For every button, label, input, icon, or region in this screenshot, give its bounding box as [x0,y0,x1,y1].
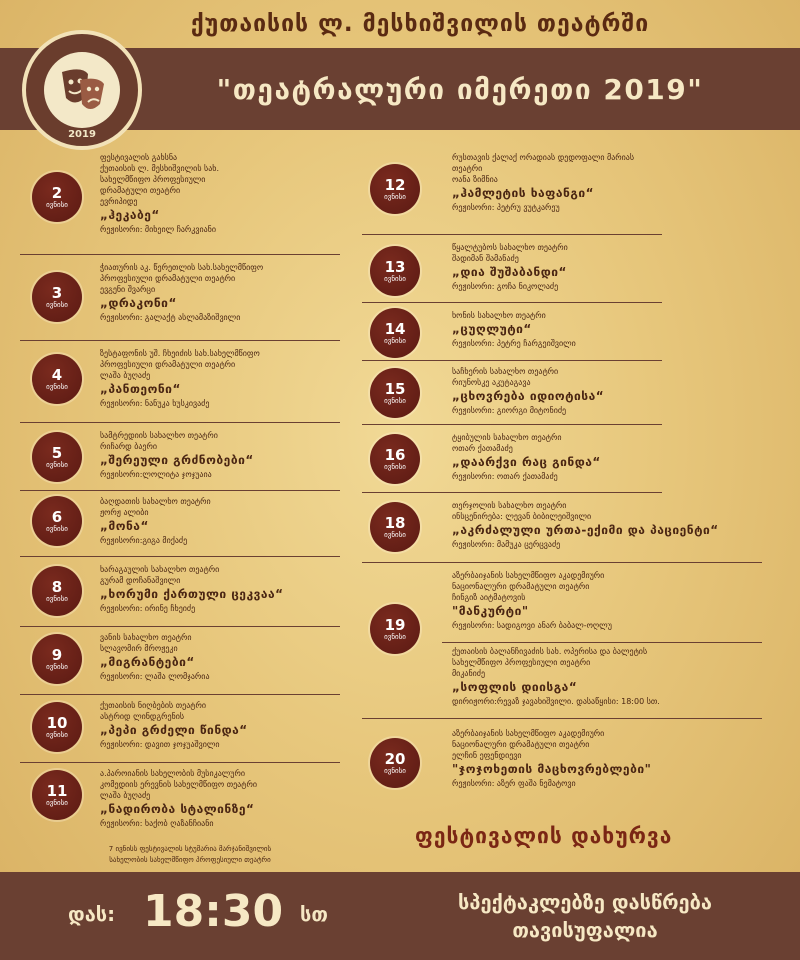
divider [20,422,340,423]
play-director: რეჟისორი: დავით ჯოჯუაშვილი [100,740,220,749]
free-entry-line: თავისუფალია [512,918,658,942]
event-author: ელჩინ ეფენდიევი [452,751,522,760]
date-day: 19 [384,615,406,634]
divider [362,360,662,361]
event-theatre: ქუთაისის ბალანჩივაძის სახ. ოპერისა და ბალეტის [452,647,648,656]
event-details [452,152,634,213]
date-day: 2 [51,183,63,202]
event-details [100,430,254,480]
play-title: "ჯოჯოხეთის მაცხოვრებლები" [452,762,652,776]
event-theatre: ა.პაროიანის სახელობის მუსიკალური [100,769,245,778]
play-director: რეჟისორი: გალაქტ ასლამაზიშვილი [100,313,241,322]
event-theatre: ბაღდათის სახალხო თეატრი [100,497,211,506]
date-day: 20 [384,749,406,768]
play-title: „დია შუშაბანდი“ [452,265,567,279]
event-theatre: თერჯოლის სახალხო თეატრი [452,501,567,510]
date-month: ივნისი [46,460,68,469]
date-day: 15 [384,379,406,398]
event-author: ევრიპიდე [100,197,138,206]
date-badge [32,432,82,482]
event-theatre: ქუთაისის ლ. მესხიშვილის სახ. [100,164,220,173]
event-details [100,262,263,323]
date-day: 12 [384,175,406,194]
event-author: ოთარ ქათამაძე [452,444,513,453]
event-theatre: თეატრი [452,164,483,173]
free-entry-note [420,888,750,944]
play-title: „ცუღლუტი“ [452,322,532,336]
event-author: ასტრიდ ლინდგრენის [100,712,185,721]
event-author: ოანა ზიმნია [452,175,498,184]
free-entry-line: სპექტაკლებზე დასწრება [458,890,712,914]
event-theatre: საჩხერის სახალხო თეატრი [452,367,559,376]
play-title: „მიგრანტები“ [100,655,195,669]
date-badge [32,702,82,752]
date-badge [370,434,420,484]
event-details [100,564,284,614]
event-author: ინსცენირება: ლევან ბიბილეიშვილი [452,512,592,521]
event-theatre: პროფესიული დრამატული თეატრი [100,360,236,369]
play-title: „დრაკონი“ [100,296,177,310]
theatre-masks-icon [44,52,120,128]
play-director: რეჟისორი:ლოლიტა ჯოჯუაია [100,470,212,479]
divider [20,556,340,557]
play-director: რეჟისორი: ხაქობ ღაზანჩიანი [100,819,214,828]
play-director: რეჟისორი: მამუკა ცერცვაძე [452,540,561,549]
event-details [100,768,257,829]
date-day: 13 [384,257,406,276]
divider [20,626,340,627]
event-details [100,152,219,235]
divider [442,642,762,643]
theatre-heading: ქუთაისის ლ. მესხიშვილის თეატრში [190,11,650,37]
event-theatre: სამტრედიის სახალხო თეატრი [100,431,218,440]
divider [20,490,340,491]
date-month: ივნისი [46,798,68,807]
date-day: 8 [51,577,63,596]
play-title: „აკრძალული ურთა-ექიმი და პაციენტი“ [452,523,719,537]
event-details [452,366,604,416]
event-author: ლაშა ბუღაძე [100,371,151,380]
divider [362,234,662,235]
event-theatre: ხარაგაულის სახალხო თეატრი [100,565,220,574]
event-author: ჩინგიზ აიტმატოვის [452,593,526,602]
guest-note [40,844,340,866]
date-day: 5 [51,443,63,462]
date-month: ივნისი [384,336,406,345]
festival-title: "თეატრალური იმერეთი 2019" [216,72,704,106]
date-badge [370,502,420,552]
guest-note-line: 7 ივნისს ფესტივალის სტუმარია მარჯანიშვილის [108,845,272,853]
event-theatre: ჭიათურის აკ. წერეთლის სახ.სახელმწიფო [100,263,264,272]
event-theatre: რუსთავის ქალაქ ორადიას დედოფალი მარიას [452,153,635,162]
event-details [452,242,568,292]
event-theatre: ვანის სახალხო თეატრი [100,633,192,642]
event-details [452,432,601,482]
divider [20,254,340,255]
date-month: ივნისი [46,524,68,533]
date-badge [32,354,82,404]
date-month: ივნისი [46,594,68,603]
date-month: ივნისი [46,662,68,671]
play-title: „ჰეკაბე“ [100,208,160,222]
event-theatre: სახელმწიფო პროფესიული [100,175,206,184]
play-director: რეჟისორი: ლაშა ლომჯარია [100,672,210,681]
play-director: დირიჟორი:რევაზ ჯავახიშვილი. დასაწყისი: 18:00 სთ. [452,697,660,706]
play-title: „პეპი გრძელი წინდა“ [100,723,248,737]
play-title: „ჰამლეტის ხაფანგი“ [452,186,594,200]
event-details [100,700,248,750]
event-theatre: აზერბაიჯანის სახელმწიფო აკადემიური [452,729,605,738]
date-badge [32,566,82,616]
date-badge [32,770,82,820]
date-day: 9 [51,645,63,664]
event-author: შადიმან შამანაძე [452,254,519,263]
date-month: ივნისი [46,730,68,739]
date-month: ივნისი [384,192,406,201]
start-time-label: დას: [68,902,116,926]
play-director: რეჟისორი:გიგა მიქაძე [100,536,188,545]
date-day: 18 [384,513,406,532]
event-details-opera [452,646,660,707]
date-badge [32,496,82,546]
play-title: „სოფლის დიისგა“ [452,680,578,694]
play-title: „დაარქვი რაც გინდა“ [452,455,601,469]
event-theatre: ქუთაისის ნიღბების თეატრი [100,701,207,710]
date-month: ივნისი [384,396,406,405]
event-details [452,570,612,631]
date-badge [370,368,420,418]
date-badge [32,172,82,222]
date-month: ივნისი [46,300,68,309]
date-badge [370,308,420,358]
event-details [100,348,260,409]
date-badge [370,604,420,654]
date-badge [370,246,420,296]
play-director: რეჟისორი: აზერ ფაშა ნემატოვი [452,779,576,788]
divider [20,340,340,341]
divider [362,424,662,425]
divider [20,694,340,695]
play-title: „ნადირობა სტალინზე“ [100,802,255,816]
festival-logo [22,30,142,150]
play-director: რეჟისორი: პეტრე ჩარგეიშვილი [452,339,576,348]
date-month: ივნისი [46,382,68,391]
event-author: ევგენი შვარცი [100,285,156,294]
play-director: რეჟისორი: გიორგი მიტონიძე [452,406,567,415]
event-note: ფესტივალის გახსნა [100,153,178,162]
event-author: ჟორჟ ალიბი [100,508,149,517]
event-author: მიკანიძე [452,669,486,678]
divider [362,492,662,493]
start-time-value: 18:30 [143,886,284,937]
date-badge [370,164,420,214]
event-theatre: სახელმწიფო პროფესიული თეატრი [452,658,591,667]
event-theatre: ზესტაფონის უშ. ჩხეიძის სახ.სახელმწიფო [100,349,260,358]
start-time-unit: სთ [300,902,328,926]
event-author: ლაშა ბუღაძე [100,791,151,800]
event-theatre: ხონის სახალხო თეატრი [452,311,546,320]
divider [362,562,762,563]
date-badge [370,738,420,788]
play-title: „ხორუმი ქართული ცეკვაა“ [100,587,284,601]
play-title: „შერეული გრძნობები“ [100,453,254,467]
date-day: 16 [384,445,406,464]
festival-closing: ფესტივალის დახურვა [415,824,673,848]
date-month: ივნისი [384,530,406,539]
event-details [452,310,576,349]
event-theatre: ნაციონალური დრამატული თეატრი [452,740,590,749]
event-author: გურამ დოჩანაშვილი [100,576,181,585]
date-day: 10 [46,713,68,732]
play-title: "მანკურტი" [452,604,529,618]
event-details [452,728,651,789]
divider [362,718,762,719]
date-day: 11 [46,781,68,800]
divider [20,762,340,763]
play-title: „მონა“ [100,519,149,533]
date-day: 3 [51,283,63,302]
play-director: რეჟისორი: ირინე ჩხეიძე [100,604,196,613]
date-badge [32,272,82,322]
event-theatre: დრამატული თეატრი [100,186,181,195]
event-author: სლავომირ მროჟეკი [100,644,178,653]
play-title: „პანთეონი“ [100,382,181,396]
date-month: ივნისი [384,632,406,641]
date-day: 6 [51,507,63,526]
date-badge [32,634,82,684]
play-director: რეჟისორი: ნანუკა ხუსკივაძე [100,399,210,408]
date-day: 4 [51,365,63,384]
event-details [100,496,211,546]
date-day: 14 [384,319,406,338]
date-month: ივნისი [46,200,68,209]
logo-year: 2019 [68,129,96,140]
event-details [452,500,719,550]
date-month: ივნისი [384,274,406,283]
event-author: რიუნოსკე აკუტაგავა [452,378,531,387]
play-director: რეჟისორი: გოჩა ნიკოლაძე [452,282,559,291]
event-theatre: ტყიბულის სახალხო თეატრი [452,433,562,442]
play-title: „ცხოვრება იდიოტისა“ [452,389,605,403]
date-month: ივნისი [384,462,406,471]
event-theatre: აზერბაიჯანის სახელმწიფო აკადემიური [452,571,605,580]
event-details [100,632,210,682]
play-director: რეჟისორი: პეტრუ ვუტკარეუ [452,203,560,212]
date-month: ივნისი [384,766,406,775]
divider [362,302,662,303]
event-theatre: კომედიის ერევნის სახელმწიფო თეატრი [100,780,257,789]
event-theatre: პროფესიული დრამატული თეატრი [100,274,236,283]
guest-note-line: სახელობის სახელმწიფო პროფესიული თეატრი [109,856,271,864]
event-author: რიჩარდ ბაერი [100,442,157,451]
play-director: რეჟისორი: მიხეილ ჩარკვიანი [100,225,217,234]
event-theatre: წყალტუბოს სახალხო თეატრი [452,243,568,252]
play-director: რეჟისორი: სადიგოვი ანარ ბაბალ-ოღლუ [452,621,612,630]
footer-bar [0,872,800,960]
event-theatre: ნაციონალური დრამატული თეატრი [452,582,590,591]
play-director: რეჟისორი: ოთარ ქათამაძე [452,472,558,481]
